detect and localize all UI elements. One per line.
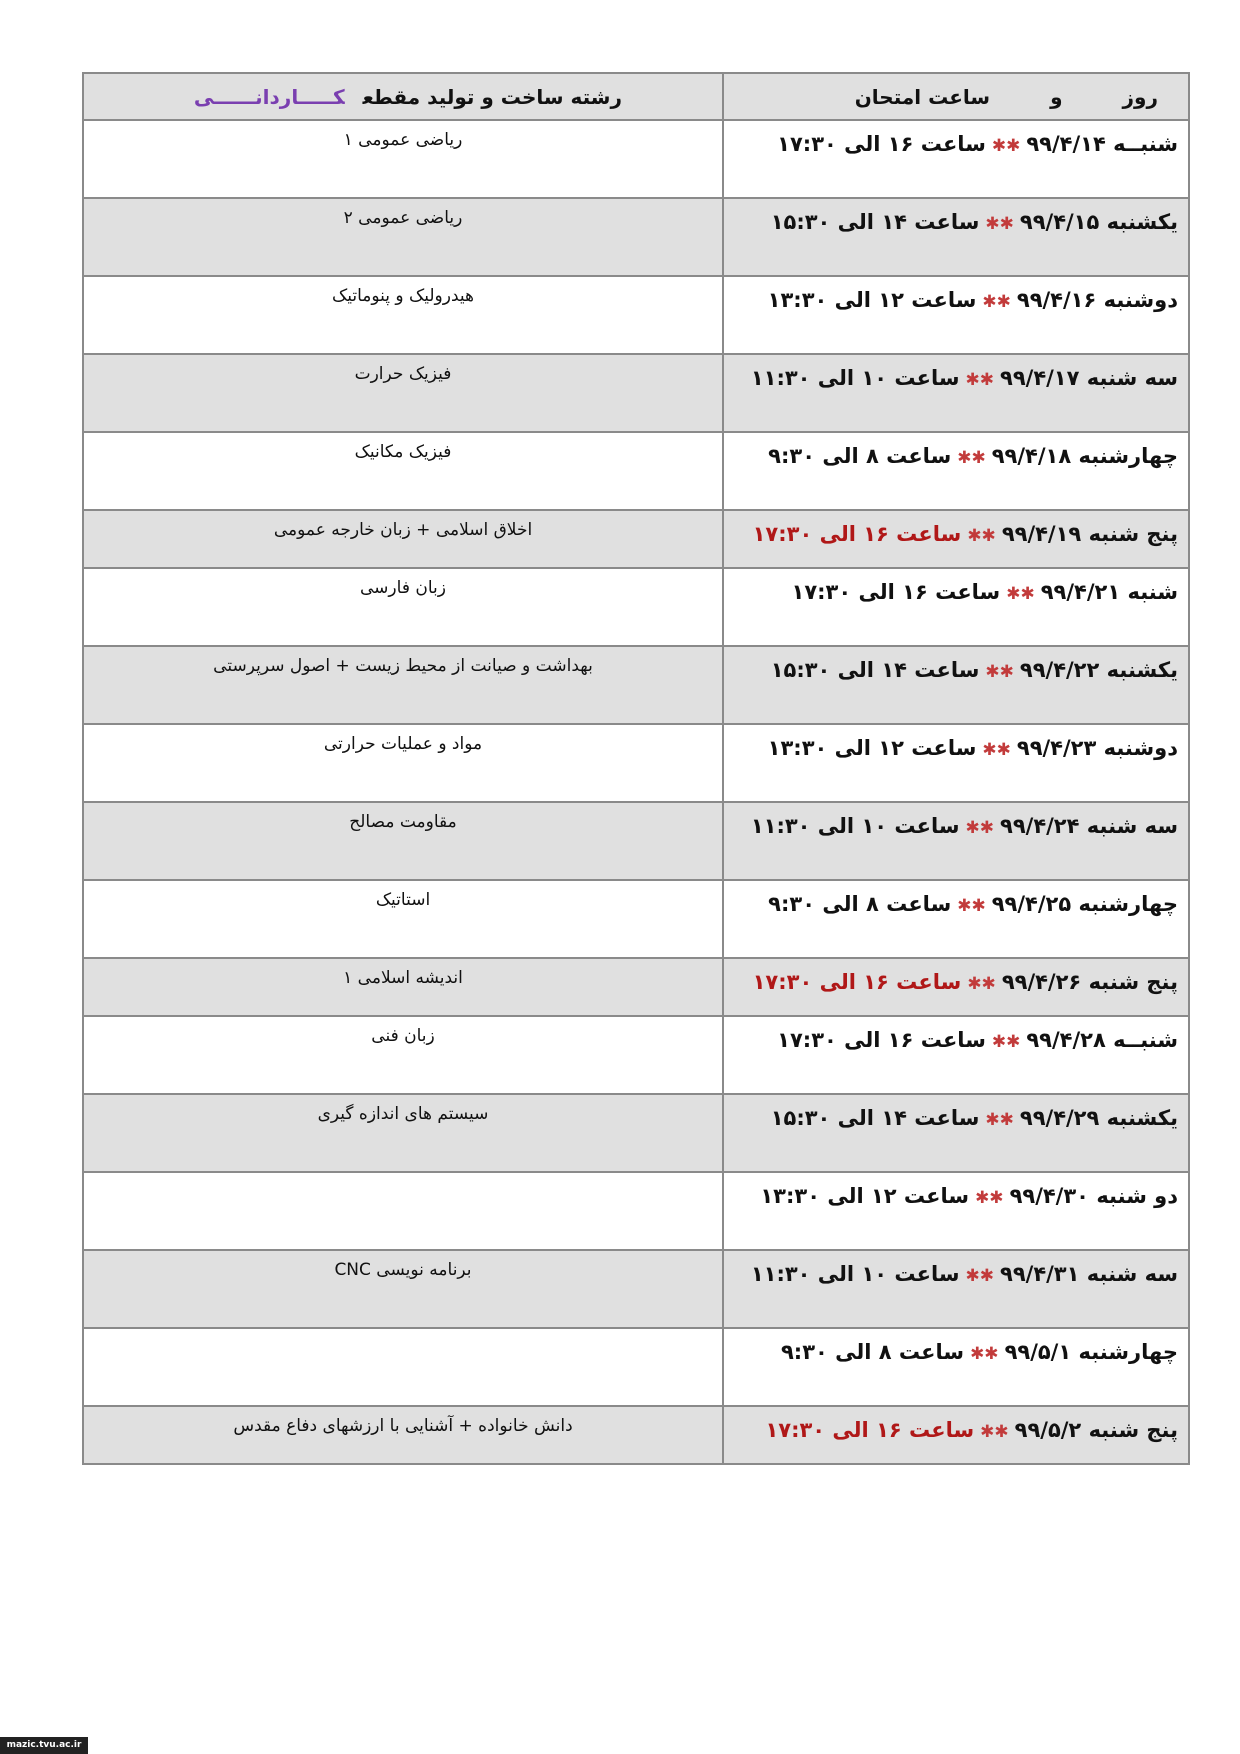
- exam-datetime: [723, 1016, 1189, 1094]
- asterisk-icon: ✱✱: [957, 448, 986, 468]
- exam-datetime: [723, 198, 1189, 276]
- exam-hours: ساعت ۱۶ الی ۱۷:۳۰: [777, 132, 986, 156]
- asterisk-icon: ✱✱: [991, 1032, 1021, 1052]
- exam-datetime: [723, 958, 1189, 1016]
- exam-hours: ساعت ۸ الی ۹:۳۰: [780, 1340, 965, 1364]
- asterisk-icon: ✱✱: [985, 1110, 1014, 1130]
- exam-hours: ساعت ۸ الی ۹:۳۰: [768, 444, 952, 468]
- exam-date: ۹۹/۴/۱۶: [1016, 288, 1097, 312]
- asterisk-icon: ✱✱: [957, 896, 986, 916]
- table-row: [83, 724, 1189, 802]
- exam-datetime: [723, 802, 1189, 880]
- course-name: استاتیک: [83, 880, 723, 958]
- table-header: [83, 73, 1189, 120]
- exam-datetime: [723, 120, 1189, 198]
- table-row: [83, 198, 1189, 276]
- asterisk-icon: ✱✱: [965, 370, 995, 390]
- course-name: سیستم های اندازه گیری: [83, 1094, 723, 1172]
- course-name: [83, 1172, 723, 1250]
- exam-day: یکشنبه: [1106, 210, 1178, 234]
- table-row: [83, 1016, 1189, 1094]
- course-name: برنامه نویسی CNC: [83, 1250, 723, 1328]
- exam-day: پنج شنبه: [1088, 1418, 1178, 1442]
- exam-datetime: [723, 354, 1189, 432]
- table-row: [83, 276, 1189, 354]
- exam-date: ۹۹/۴/۱۵: [1019, 210, 1100, 234]
- course-name: بهداشت و صیانت از محیط زیست + اصول سرپرستی: [83, 646, 723, 724]
- exam-schedule-table: [82, 72, 1190, 1465]
- table-row: [83, 646, 1189, 724]
- exam-hours: ساعت ۱۶ الی ۱۷:۳۰: [752, 522, 962, 546]
- header-course: رشته ساخت و تولید مقطعکـــــاردانــــــی: [83, 73, 723, 120]
- table-row: [83, 1406, 1189, 1464]
- exam-date: ۹۹/۵/۱: [1004, 1340, 1072, 1364]
- table-row: [83, 568, 1189, 646]
- asterisk-icon: ✱✱: [965, 818, 995, 838]
- exam-day: سه شنبه: [1086, 366, 1178, 390]
- course-name: اندیشه اسلامی ۱: [83, 958, 723, 1016]
- exam-datetime: [723, 1172, 1189, 1250]
- course-name: زبان فارسی: [83, 568, 723, 646]
- exam-hours: ساعت ۱۶ الی ۱۷:۳۰: [791, 580, 1001, 604]
- exam-hours: ساعت ۱۶ الی ۱۷:۳۰: [752, 970, 962, 994]
- exam-datetime: [723, 510, 1189, 568]
- exam-day: چهارشنبه: [1078, 444, 1178, 468]
- table-row: [83, 1094, 1189, 1172]
- exam-date: ۹۹/۴/۱۹: [1001, 522, 1082, 546]
- table-row: [83, 1328, 1189, 1406]
- exam-date: ۹۹/۴/۱۴: [1026, 132, 1106, 156]
- asterisk-icon: ✱✱: [982, 292, 1011, 312]
- exam-day: پنج شنبه: [1088, 522, 1178, 546]
- asterisk-icon: ✱✱: [970, 1344, 999, 1364]
- exam-datetime: [723, 646, 1189, 724]
- course-name: اخلاق اسلامی + زبان خارجه عمومی: [83, 510, 723, 568]
- site-logo: mazic.tvu.ac.ir: [0, 1737, 88, 1754]
- course-name: فیزیک مکانیک: [83, 432, 723, 510]
- exam-date: ۹۹/۴/۲۴: [1000, 814, 1080, 838]
- exam-datetime: [723, 276, 1189, 354]
- exam-date: ۹۹/۴/۱۷: [1000, 366, 1080, 390]
- exam-datetime: [723, 568, 1189, 646]
- exam-date: ۹۹/۴/۲۸: [1026, 1028, 1106, 1052]
- exam-date: ۹۹/۴/۱۸: [991, 444, 1072, 468]
- exam-hours: ساعت ۱۶ الی ۱۷:۳۰: [777, 1028, 986, 1052]
- exam-day: دو شنبه: [1096, 1184, 1178, 1208]
- exam-datetime: [723, 1250, 1189, 1328]
- asterisk-icon: ✱✱: [1006, 584, 1035, 604]
- exam-datetime: [723, 880, 1189, 958]
- exam-date: ۹۹/۴/۳۱: [1000, 1262, 1080, 1286]
- exam-hours: ساعت ۱۰ الی ۱۱:۳۰: [750, 814, 960, 838]
- asterisk-icon: ✱✱: [982, 740, 1011, 760]
- course-name: ریاضی عمومی ۲: [83, 198, 723, 276]
- exam-day: پنج شنبه: [1088, 970, 1178, 994]
- exam-day: یکشنبه: [1106, 1106, 1178, 1130]
- asterisk-icon: ✱✱: [965, 1266, 995, 1286]
- exam-date: ۹۹/۴/۲۳: [1016, 736, 1097, 760]
- exam-datetime: [723, 1406, 1189, 1464]
- exam-hours: ساعت ۱۴ الی ۱۵:۳۰: [770, 658, 980, 682]
- course-name: هیدرولیک و پنوماتیک: [83, 276, 723, 354]
- table-row: [83, 1172, 1189, 1250]
- exam-hours: ساعت ۱۴ الی ۱۵:۳۰: [770, 1106, 980, 1130]
- header-day-time: روزوساعت امتحان: [723, 73, 1189, 120]
- table-row: [83, 958, 1189, 1016]
- exam-day: دوشنبه: [1103, 288, 1178, 312]
- level-label: کـــــاردانــــــی: [193, 84, 345, 109]
- course-name: مواد و عملیات حرارتی: [83, 724, 723, 802]
- exam-date: ۹۹/۴/۲۶: [1001, 970, 1082, 994]
- exam-date: ۹۹/۴/۲۵: [991, 892, 1072, 916]
- exam-date: ۹۹/۴/۲۱: [1040, 580, 1121, 604]
- course-name: مقاومت مصالح: [83, 802, 723, 880]
- table-row: [83, 354, 1189, 432]
- exam-day: شنبــه: [1113, 1028, 1178, 1052]
- table-row: [83, 120, 1189, 198]
- asterisk-icon: ✱✱: [980, 1422, 1009, 1442]
- exam-hours: ساعت ۱۲ الی ۱۳:۳۰: [760, 1184, 970, 1208]
- exam-datetime: [723, 432, 1189, 510]
- table-row: [83, 1250, 1189, 1328]
- exam-hours: ساعت ۱۲ الی ۱۳:۳۰: [767, 736, 977, 760]
- asterisk-icon: ✱✱: [985, 214, 1014, 234]
- course-name: ریاضی عمومی ۱: [83, 120, 723, 198]
- asterisk-icon: ✱✱: [975, 1188, 1004, 1208]
- exam-day: چهارشنبه: [1078, 892, 1178, 916]
- exam-date: ۹۹/۴/۳۰: [1009, 1184, 1089, 1208]
- exam-hours: ساعت ۸ الی ۹:۳۰: [768, 892, 952, 916]
- asterisk-icon: ✱✱: [967, 974, 996, 994]
- exam-day: دوشنبه: [1103, 736, 1178, 760]
- exam-day: شنبه: [1127, 580, 1178, 604]
- exam-hours: ساعت ۱۶ الی ۱۷:۳۰: [765, 1418, 975, 1442]
- exam-day: سه شنبه: [1086, 1262, 1178, 1286]
- asterisk-icon: ✱✱: [991, 136, 1021, 156]
- course-name: زبان فنی: [83, 1016, 723, 1094]
- exam-hours: ساعت ۱۰ الی ۱۱:۳۰: [750, 1262, 960, 1286]
- exam-datetime: [723, 1328, 1189, 1406]
- course-name: دانش خانواده + آشنایی با ارزشهای دفاع مقدس: [83, 1406, 723, 1464]
- exam-hours: ساعت ۱۴ الی ۱۵:۳۰: [770, 210, 980, 234]
- exam-day: شنبــه: [1113, 132, 1178, 156]
- exam-datetime: [723, 1094, 1189, 1172]
- table-row: [83, 802, 1189, 880]
- exam-datetime: [723, 724, 1189, 802]
- exam-day: سه شنبه: [1086, 814, 1178, 838]
- exam-day: چهارشنبه: [1078, 1340, 1178, 1364]
- table-row: [83, 880, 1189, 958]
- table-row: [83, 510, 1189, 568]
- exam-date: ۹۹/۵/۲: [1014, 1418, 1082, 1442]
- asterisk-icon: ✱✱: [967, 526, 996, 546]
- exam-day: یکشنبه: [1106, 658, 1178, 682]
- course-name: فیزیک حرارت: [83, 354, 723, 432]
- table-row: [83, 432, 1189, 510]
- asterisk-icon: ✱✱: [985, 662, 1014, 682]
- course-name: [83, 1328, 723, 1406]
- exam-hours: ساعت ۱۰ الی ۱۱:۳۰: [750, 366, 960, 390]
- exam-date: ۹۹/۴/۲۹: [1019, 1106, 1100, 1130]
- exam-date: ۹۹/۴/۲۲: [1019, 658, 1100, 682]
- exam-hours: ساعت ۱۲ الی ۱۳:۳۰: [767, 288, 977, 312]
